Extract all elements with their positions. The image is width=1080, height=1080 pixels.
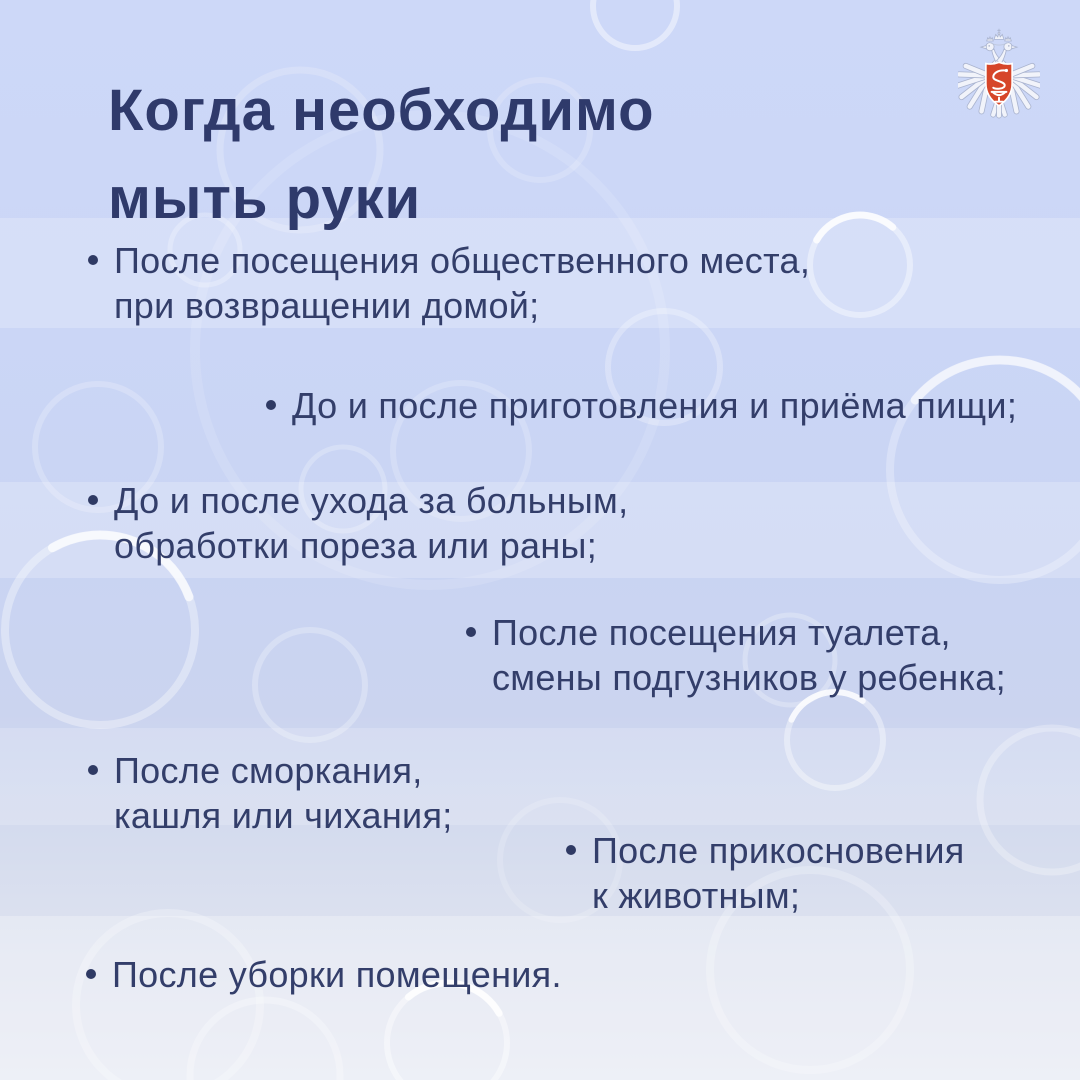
- bullet-dot: [566, 845, 576, 855]
- bullet-dot: [88, 765, 98, 775]
- list-item-text: До и после ухода за больным,: [114, 480, 629, 521]
- page-title-line2: мыть руки: [108, 165, 422, 231]
- bullet-dot: [88, 255, 98, 265]
- page-title-line1: Когда необходимо: [108, 77, 655, 143]
- list-item: [266, 383, 1017, 428]
- list-item-text: смены подгузников у ребенка;: [492, 657, 1006, 698]
- list-item: [88, 748, 453, 838]
- list-item-text: при возвращении домой;: [114, 285, 540, 326]
- list-item: [88, 478, 628, 568]
- list-item-text: кашля или чихания;: [114, 795, 453, 836]
- bullet-dot: [466, 627, 476, 637]
- list-item-text: к животным;: [592, 875, 801, 916]
- list-item: [566, 828, 965, 918]
- bullet-dot: [88, 495, 98, 505]
- page-title: [108, 67, 655, 243]
- list-item-text: До и после приготовления и приёма пищи;: [292, 385, 1018, 426]
- list-item-text: После прикосновения: [592, 830, 965, 871]
- background-stripe: [0, 916, 1080, 1080]
- list-item-text: обработки пореза или раны;: [114, 525, 598, 566]
- list-item-text: После посещения общественного места,: [114, 240, 811, 281]
- list-item: [466, 610, 1006, 700]
- list-item-text: После сморкания,: [114, 750, 423, 791]
- list-item-text: После посещения туалета,: [492, 612, 951, 653]
- bullet-dot: [266, 400, 276, 410]
- list-item: [86, 952, 562, 997]
- minzdrav-eagle-emblem-icon: [958, 24, 1040, 140]
- list-item: [88, 238, 810, 328]
- bullet-dot: [86, 969, 96, 979]
- list-item-text: После уборки помещения.: [112, 954, 562, 995]
